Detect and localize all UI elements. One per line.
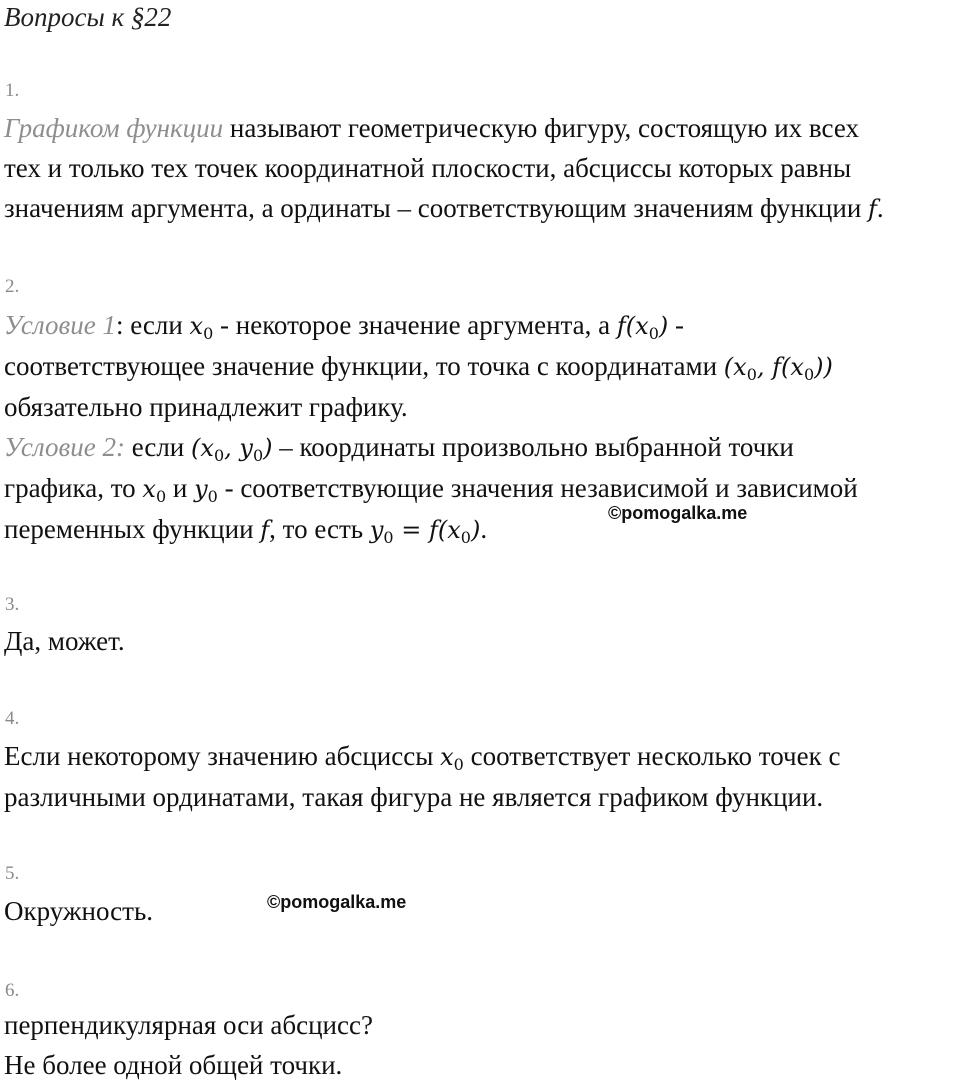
question-6-line-1: перпендикулярная оси абсцисс? [4,1010,373,1040]
text-fragment: - [668,310,684,340]
text-fragment: – координаты произвольно выбранной точки [272,432,794,462]
term-graph-of-function: Графиком функции [4,113,224,143]
math-x0: $x_0$ [440,743,464,774]
condition-1-line-3: обязательно принадлежит графику. [4,392,408,422]
math-f: f [260,516,270,544]
question-3-number: 3. [5,594,20,615]
question-2-answer [4,305,956,550]
text-fragment: и [166,473,195,503]
condition-1-line-1 [4,305,956,346]
math-f: f [868,195,877,223]
text-fragment: переменных функции [4,514,261,544]
condition-2-line-1 [4,427,956,468]
math-x0: $x_0$ [142,475,167,506]
math-y0: $y_0$ [194,475,218,506]
text-fragment: Если некоторому значению абсциссы [4,741,441,771]
question-4-line-2: различными ординатами, такая фигура не является графиком функции. [4,782,824,812]
text-fragment: . [876,193,884,223]
text-fragment: - соответствующие значения независимой и зависимой [217,473,858,503]
page-title: Вопросы к §22 [4,2,172,32]
text-fragment: : если [115,310,190,340]
question-1-answer [4,108,956,229]
text-fragment: , то есть [269,514,370,544]
question-1-line-3 [4,188,956,229]
condition-2-line-2 [4,468,956,509]
condition-2-line-3 [4,509,956,550]
math-y0-equals-f-x0: $y_0 = f(x_0)$ [369,516,481,547]
text-fragment: графика, то [4,473,143,503]
math-point-x0-y0: ($x_0$, $y_0$) [191,434,273,465]
text-fragment: . [480,514,488,544]
watermark: ©pomogalka.me [608,503,748,523]
text-fragment: соответствующее значение функции, то точка с координатами [4,351,724,381]
text-fragment: значениям аргумента, а ординаты – соответствующим значениям функции [4,193,869,223]
question-1-line-1 [4,108,956,148]
condition-1-label: Условие 1 [4,310,116,340]
question-5-number: 5. [5,863,20,884]
condition-2-label: Условие 2: [4,432,125,462]
question-4-number: 4. [5,708,20,729]
question-4-answer [4,736,956,817]
question-6-number: 6. [5,980,20,1001]
question-4-line-1 [4,736,956,777]
question-5-answer: Окружность. [4,896,154,926]
question-3-answer: Да, может. [4,626,125,656]
watermark: ©pomogalka.me [267,892,407,912]
math-point-x0-fx0: ($x_0$, $f(x_0)$) [723,353,833,384]
condition-1-line-2 [4,346,956,387]
math-x0: $x_0$ [189,312,214,343]
text-fragment: соответствует несколько точек с [463,741,841,771]
math-f-of-x0: $f(x_0)$ [616,312,669,343]
text-fragment: - некоторое значение аргумента, а [213,310,617,340]
text-fragment: если [124,432,192,462]
question-2-number: 2. [5,276,20,297]
question-1-number: 1. [5,80,20,101]
question-6-line-2: Не более одной общей точки. [4,1050,343,1080]
question-6-answer [4,1005,956,1085]
question-1-line-2: тех и только тех точек координатной плоскости, абсциссы которых равны [4,153,852,183]
text-fragment: называют геометрическую фигуру, состоящую их всех [223,113,859,143]
